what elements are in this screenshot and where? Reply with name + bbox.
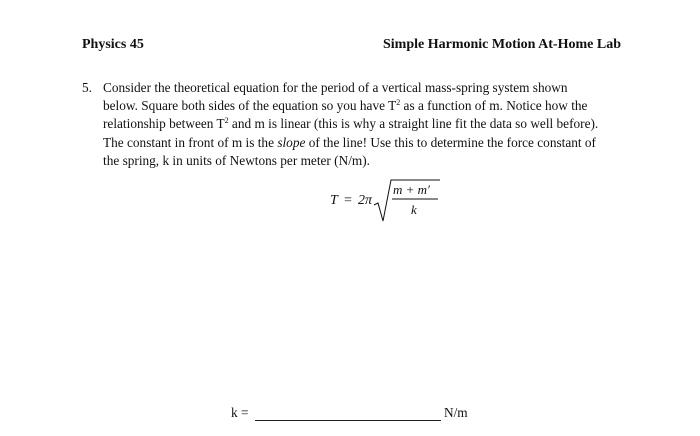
course-title: Physics 45 <box>82 37 144 52</box>
answer-label: k = <box>231 405 249 420</box>
question-line: Consider the theoretical equation for the period of a vertical mass-spring system shown <box>103 80 568 95</box>
equation-denominator: k <box>411 202 417 217</box>
equation-equals: = <box>344 193 352 208</box>
question-text <box>103 79 622 170</box>
equation-coefficient: 2π <box>358 193 373 208</box>
question-line: relationship between $T^2$ and m is linear (this is why a straight line fit the data so well before). <box>103 116 599 132</box>
question-line: below. Square both sides of the equation so you have $T^2$ as a function of m. Notice how the <box>103 98 588 114</box>
answer-row <box>231 405 481 425</box>
lab-title: Simple Harmonic Motion At-Home Lab <box>383 37 621 52</box>
answer-unit: N/m <box>444 405 468 420</box>
equation-lhs: T <box>330 193 338 208</box>
period-equation <box>330 175 450 227</box>
question-number: 5. <box>82 80 92 95</box>
question-line: the spring, k in units of Newtons per meter (N/m). <box>103 152 370 168</box>
question-line: The constant in front of m is the slope of the line! Use this to determine the force constant of <box>103 134 596 150</box>
equation-numerator: m + m′ <box>393 182 430 197</box>
question-5 <box>82 79 622 170</box>
answer-blank[interactable] <box>255 420 441 421</box>
